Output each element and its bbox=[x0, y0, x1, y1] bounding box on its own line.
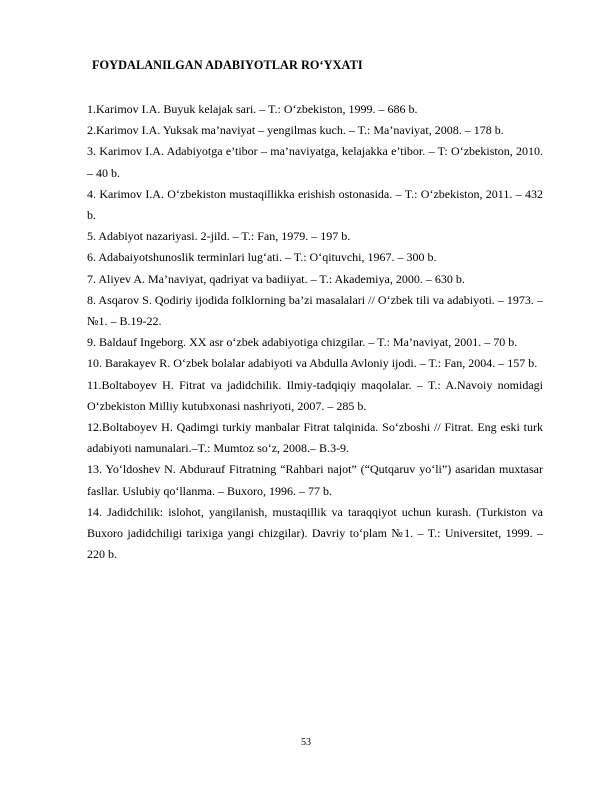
page-number: 53 bbox=[301, 737, 311, 748]
reference-item: 3. Karimov I.A. Adabiyotga e’tibor – ma’naviyatga, kelajakka e’tibor. – T: O‘zbekiston, 2010. – 40 b. bbox=[87, 144, 543, 180]
reference-item: 6. Adabaiyotshunoslik terminlari lug‘ati. – T.: O‘qituvchi, 1967. – 300 b. bbox=[87, 250, 437, 265]
reference-item: 11.Boltaboyev H. Fitrat va jadidchilik. Ilmiy-tadqiqiy maqolalar. – T.: A.Navoiy nomidagi O‘zbekiston Milliy kutubxonasi nashriyoti, 2007. – 285 b. bbox=[87, 377, 543, 413]
reference-item: 4. Karimov I.A. O‘zbekiston mustaqillikka erishish ostonasida. – T.: O‘zbekiston, 2011. – 432 b. bbox=[87, 186, 543, 223]
reference-item: 2.Karimov I.A. Yuksak ma’naviyat – yengilmas kuch. – T.: Ma’naviyat, 2008. – 178 b. bbox=[87, 123, 504, 138]
reference-item: 12.Boltaboyev H. Qadimgi turkiy manbalar Fitrat talqinida. So‘zboshi // Fitrat. Eng eski turk adabiyoti namunalari.–T.: Mumtoz so‘z, 2008.– B.3-9. bbox=[87, 420, 543, 456]
reference-item: 7. Aliyev A. Ma’naviyat, qadriyat va badiiyat. – T.: Akademiya, 2000. – 630 b. bbox=[87, 271, 465, 286]
reference-item: 13. Yo‘ldoshev N. Abdurauf Fitratning “Rahbari najot” (“Qutqaruv yo‘li”) asaridan muxtasar fasllar. Uslubiy qo‘llanma. – Buxoro, 1996. – 77 b. bbox=[87, 462, 543, 498]
reference-item: 9. Baldauf Ingeborg. XX asr o‘zbek adabiyotiga chizgilar. – T.: Ma’naviyat, 2001. – 70 b. bbox=[87, 335, 518, 350]
reference-item: 14. Jadidchilik: islohot, yangilanish, mustaqillik va taraqqiyot uchun kurash. (Turkiston va Buxoro jadidchiligi tarixiga yangi chizgilar). Davriy to‘plam №1. – T.: Universitet, 1999. – 220 b. bbox=[87, 504, 543, 562]
reference-item: 8. Asqarov S. Qodiriy ijodida folklorning ba’zi masalalari // O‘zbek tili va adabiyoti. – 1973. – №1. – B.19-22. bbox=[87, 292, 543, 329]
page-title: FOYDALANILGAN ADABIYOTLAR RO‘YXATI bbox=[92, 58, 363, 72]
reference-list bbox=[87, 99, 543, 565]
reference-item: 5. Adabiyot nazariyasi. 2-jild. – T.: Fan, 1979. – 197 b. bbox=[87, 229, 351, 244]
reference-item: 10. Barakayev R. O‘zbek bolalar adabiyoti va Abdulla Avloniy ijodi. – T.: Fan, 2004. – 157 b. bbox=[87, 356, 538, 371]
reference-item: 1.Karimov I.A. Buyuk kelajak sari. – T.: O‘zbekiston, 1999. – 686 b. bbox=[87, 102, 418, 116]
